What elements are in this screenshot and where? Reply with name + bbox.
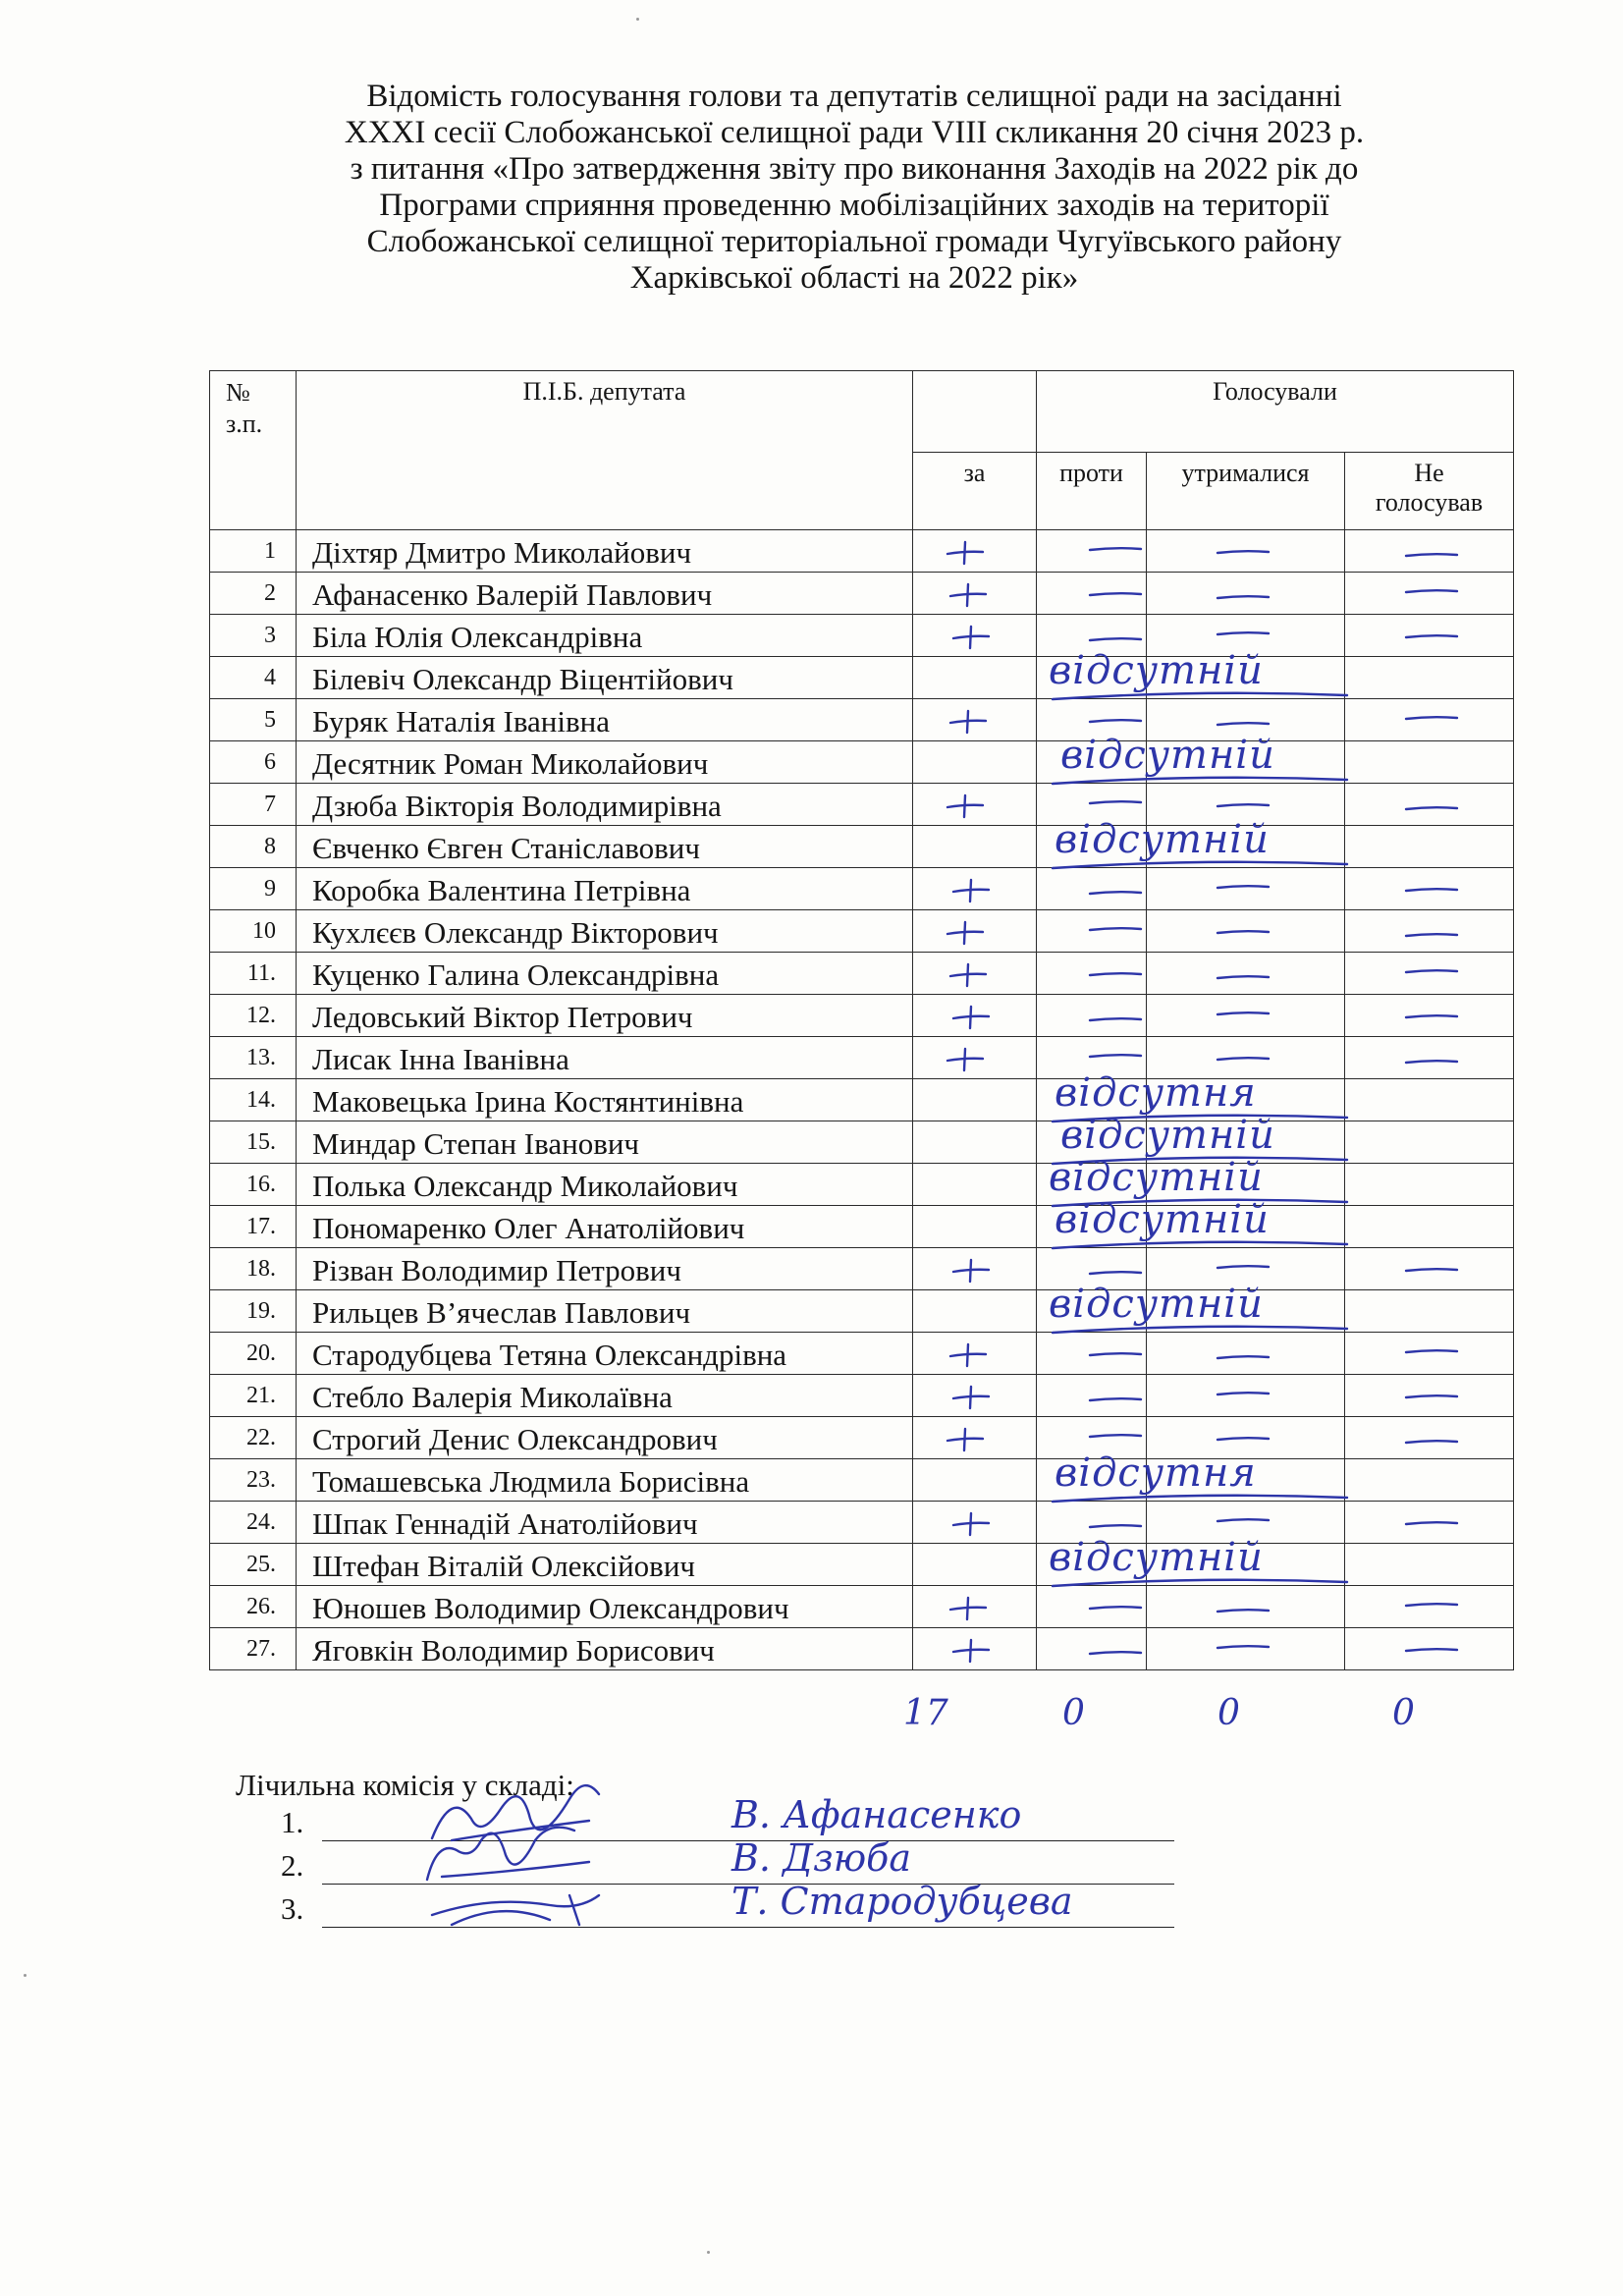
row-number: 2 <box>210 573 297 615</box>
dash-mark <box>1406 807 1457 809</box>
dash-mark <box>1217 1266 1269 1268</box>
absent-underline <box>1053 1496 1347 1502</box>
deputy-name: Стародубцева Тетяна Олександрівна <box>297 1333 913 1375</box>
signature-scribble <box>412 1866 628 1944</box>
absent-underline <box>1053 862 1347 868</box>
signature-name: В. Дзюба <box>731 1836 912 1880</box>
paper-speck <box>24 1974 27 1977</box>
header-for: за <box>913 453 1037 530</box>
deputy-name: Стебло Валерія Миколаївна <box>297 1375 913 1417</box>
absent-mark: відсутня <box>1055 1070 1257 1116</box>
signature-number: 1. <box>281 1805 304 1839</box>
dash-mark <box>1406 1350 1457 1352</box>
title-line: з питання «Про затвердження звіту про виконання Заходів на 2022 рік до <box>350 151 1359 187</box>
dash-mark <box>1090 638 1141 640</box>
row-number: 27. <box>210 1628 297 1670</box>
paper-speck <box>707 2251 710 2254</box>
dash-mark <box>1406 889 1457 891</box>
dash-mark <box>1090 801 1141 803</box>
plus-mark <box>953 1387 989 1408</box>
row-number: 25. <box>210 1544 297 1586</box>
dash-mark <box>1217 1519 1269 1521</box>
title-line: ХХХІ сесії Слобожанської селищної ради VІІІ скликання 20 січня 2023 р. <box>344 115 1365 150</box>
dash-mark <box>1090 1525 1141 1527</box>
plus-mark <box>947 795 983 817</box>
signature-number: 2. <box>281 1848 304 1883</box>
row-number: 24. <box>210 1502 297 1544</box>
absent-underline <box>1053 1327 1347 1333</box>
dash-mark <box>1406 1649 1457 1651</box>
row-number: 9 <box>210 868 297 910</box>
absent-mark: відсутня <box>1055 1450 1257 1496</box>
dash-mark <box>1406 1061 1457 1063</box>
dash-mark <box>1217 1438 1269 1440</box>
row-number: 12. <box>210 995 297 1037</box>
dash-mark <box>1090 548 1141 550</box>
header-number-abbr: з.п. <box>226 410 263 438</box>
plus-mark <box>953 1640 989 1662</box>
plus-mark <box>950 964 986 986</box>
absent-mark: відсутній <box>1055 1197 1270 1242</box>
deputy-name: Буряк Наталія Іванівна <box>297 699 913 741</box>
row-number: 22. <box>210 1417 297 1459</box>
deputy-name: Куценко Галина Олександрівна <box>297 953 913 995</box>
header-abstained: утрималися <box>1147 453 1345 530</box>
plus-mark <box>953 880 989 902</box>
deputy-name: Лисак Інна Іванівна <box>297 1037 913 1079</box>
row-number: 5 <box>210 699 297 741</box>
plus-mark <box>953 1513 989 1535</box>
deputy-name: Ледовський Віктор Петрович <box>297 995 913 1037</box>
total-against: 0 <box>1062 1693 1085 1733</box>
plus-mark <box>950 1344 986 1366</box>
plus-mark <box>950 1598 986 1619</box>
absent-mark: відсутній <box>1060 733 1275 778</box>
dash-mark <box>1406 717 1457 719</box>
dash-mark <box>1217 1356 1269 1358</box>
paper-speck <box>636 18 639 21</box>
absent-mark: відсутній <box>1049 648 1264 693</box>
absent-mark: відсутній <box>1049 1535 1264 1580</box>
dash-mark <box>1090 1055 1141 1057</box>
dash-mark <box>1090 928 1141 930</box>
dash-mark <box>1217 1058 1269 1060</box>
header-name: П.І.Б. депутата <box>297 371 913 530</box>
dash-mark <box>1217 1393 1269 1394</box>
deputy-name: Шпак Геннадій Анатолійович <box>297 1502 913 1544</box>
deputy-name: Томашевська Людмила Борисівна <box>297 1459 913 1502</box>
deputy-name: Білевіч Олександр Віцентійович <box>297 657 913 699</box>
row-number: 8 <box>210 826 297 868</box>
dash-mark <box>1217 723 1269 725</box>
row-number: 10 <box>210 910 297 953</box>
title-line: Програми сприяння проведенню мобілізаційних заходів на території <box>379 188 1329 223</box>
dash-mark <box>1406 934 1457 936</box>
deputy-name: Діхтяр Дмитро Миколайович <box>297 530 913 573</box>
row-number: 11. <box>210 953 297 995</box>
row-number: 7 <box>210 784 297 826</box>
dash-mark <box>1090 892 1141 894</box>
deputy-name: Полька Олександр Миколайович <box>297 1164 913 1206</box>
row-number: 18. <box>210 1248 297 1290</box>
deputy-name: Десятник Роман Миколайович <box>297 741 913 784</box>
dash-mark <box>1217 1646 1269 1648</box>
row-number: 15. <box>210 1121 297 1164</box>
dash-mark <box>1406 1395 1457 1397</box>
deputy-name: Яговкін Володимир Борисович <box>297 1628 913 1670</box>
dash-mark <box>1217 931 1269 933</box>
plus-mark <box>953 627 989 648</box>
header-against: проти <box>1037 453 1147 530</box>
absent-underline <box>1053 778 1347 784</box>
row-number: 26. <box>210 1586 297 1628</box>
absent-mark: відсутній <box>1060 1113 1275 1158</box>
dash-mark <box>1217 632 1269 634</box>
deputy-name: Рильцев В’ячеслав Павлович <box>297 1290 913 1333</box>
dash-mark <box>1090 1435 1141 1437</box>
deputy-name: Кухлєєв Олександр Вікторович <box>297 910 913 953</box>
header-not-voted-line1: Не <box>1414 459 1444 487</box>
deputy-name: Різван Володимир Петрович <box>297 1248 913 1290</box>
signature-name: В. Афанасенко <box>731 1793 1022 1836</box>
plus-mark <box>953 1260 989 1282</box>
absent-mark: відсутній <box>1049 1155 1264 1200</box>
title-line: Слобожанської селищної територіальної громади Чугуївського району <box>366 224 1342 259</box>
dash-mark <box>1406 1441 1457 1443</box>
absent-mark: відсутній <box>1049 1282 1264 1327</box>
absent-underline <box>1053 693 1347 699</box>
row-number: 1 <box>210 530 297 573</box>
dash-mark <box>1406 590 1457 592</box>
dash-mark <box>1217 886 1269 888</box>
deputy-name: Юношев Володимир Олександрович <box>297 1586 913 1628</box>
plus-mark <box>947 1429 983 1450</box>
header-number-symbol: № <box>226 378 250 407</box>
absent-mark: відсутній <box>1055 817 1270 862</box>
deputy-name: Біла Юлія Олександрівна <box>297 615 913 657</box>
commission-label: Лічильна комісія у складі: <box>236 1768 574 1802</box>
deputy-name: Коробка Валентина Петрівна <box>297 868 913 910</box>
header-not-voted-line2: голосував <box>1375 488 1484 517</box>
deputy-name: Миндар Степан Іванович <box>297 1121 913 1164</box>
deputy-name: Строгий Денис Олександрович <box>297 1417 913 1459</box>
plus-mark <box>947 922 983 944</box>
total-for: 17 <box>903 1693 948 1733</box>
dash-mark <box>1090 1652 1141 1654</box>
row-number: 13. <box>210 1037 297 1079</box>
dash-mark <box>1217 804 1269 806</box>
dash-mark <box>1090 593 1141 595</box>
title-line: Відомість голосування голови та депутатів селищної ради на засіданні <box>366 79 1342 114</box>
plus-mark <box>947 1049 983 1070</box>
row-number: 3 <box>210 615 297 657</box>
row-number: 23. <box>210 1459 297 1502</box>
dash-mark <box>1090 1607 1141 1609</box>
row-number: 20. <box>210 1333 297 1375</box>
dash-mark <box>1406 1604 1457 1606</box>
dash-mark <box>1406 635 1457 637</box>
plus-mark <box>953 1007 989 1028</box>
signature-number: 3. <box>281 1891 304 1926</box>
deputy-name: Євченко Євген Станіславович <box>297 826 913 868</box>
plus-mark <box>947 542 983 564</box>
deputy-name: Штефан Віталій Олексійович <box>297 1544 913 1586</box>
plus-mark <box>950 711 986 733</box>
absent-underline <box>1053 1242 1347 1248</box>
total-not-voted: 0 <box>1392 1693 1415 1733</box>
absent-underline <box>1053 1580 1347 1586</box>
deputy-name: Дзюба Вікторія Володимирівна <box>297 784 913 826</box>
dash-mark <box>1090 1272 1141 1274</box>
deputy-name: Маковецька Ірина Костянтинівна <box>297 1079 913 1121</box>
dash-mark <box>1406 1269 1457 1271</box>
dash-mark <box>1217 1610 1269 1612</box>
deputy-name: Пономаренко Олег Анатолійович <box>297 1206 913 1248</box>
dash-mark <box>1217 976 1269 978</box>
row-number: 21. <box>210 1375 297 1417</box>
row-number: 19. <box>210 1290 297 1333</box>
dash-mark <box>1090 1018 1141 1020</box>
header-voted: Голосували <box>1037 371 1514 453</box>
dash-mark <box>1217 596 1269 598</box>
dash-mark <box>1406 554 1457 556</box>
row-number: 4 <box>210 657 297 699</box>
dash-mark <box>1406 1522 1457 1524</box>
dash-mark <box>1090 1398 1141 1400</box>
dash-mark <box>1406 970 1457 972</box>
total-abstained: 0 <box>1217 1693 1240 1733</box>
title-line: Харківської області на 2022 рік» <box>629 260 1079 296</box>
dash-mark <box>1217 1012 1269 1014</box>
dash-mark <box>1090 973 1141 975</box>
deputy-name: Афанасенко Валерій Павлович <box>297 573 913 615</box>
dash-mark <box>1406 1015 1457 1017</box>
signature-name: Т. Стародубцева <box>731 1880 1073 1923</box>
row-number: 6 <box>210 741 297 784</box>
row-number: 16. <box>210 1164 297 1206</box>
row-number: 17. <box>210 1206 297 1248</box>
plus-mark <box>950 584 986 606</box>
dash-mark <box>1217 551 1269 553</box>
row-number: 14. <box>210 1079 297 1121</box>
dash-mark <box>1090 1353 1141 1355</box>
dash-mark <box>1090 720 1141 722</box>
